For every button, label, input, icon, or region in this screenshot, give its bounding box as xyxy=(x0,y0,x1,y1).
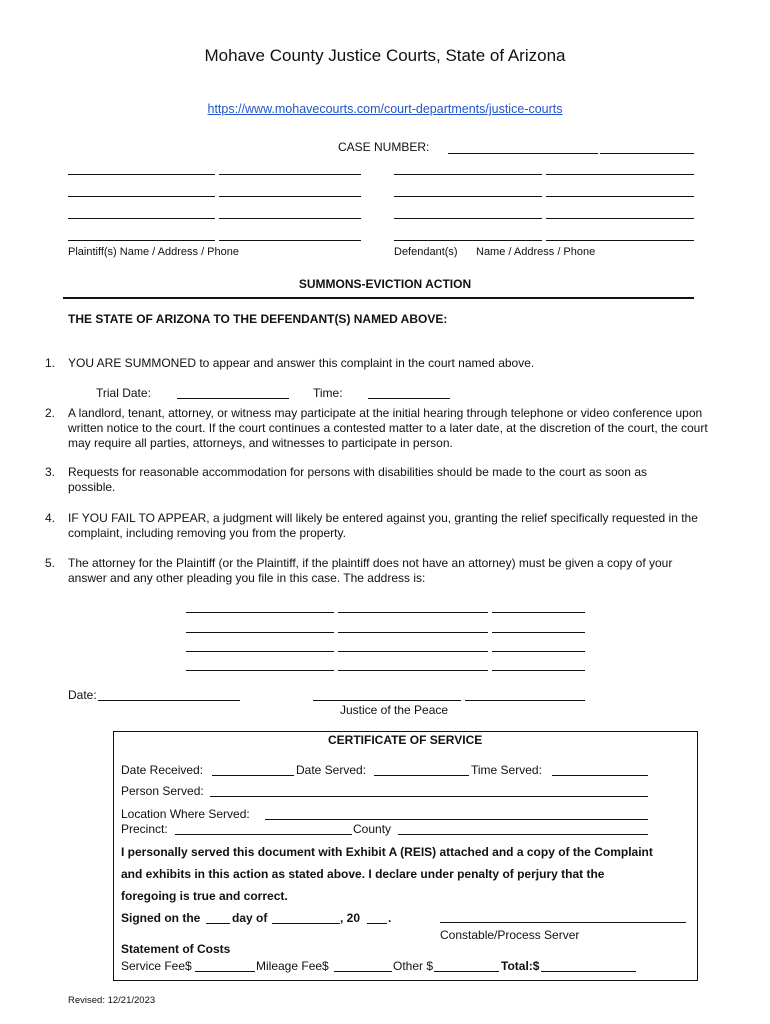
address-line[interactable] xyxy=(492,632,585,633)
statement-of-costs-heading: Statement of Costs xyxy=(121,942,231,956)
address-line[interactable] xyxy=(492,612,585,613)
trial-date-label: Trial Date: xyxy=(96,386,151,400)
address-line[interactable] xyxy=(338,670,488,671)
date-served-label: Date Served: xyxy=(296,763,367,777)
item-number: 5. xyxy=(45,556,56,570)
defendant-line[interactable] xyxy=(394,218,542,219)
address-line[interactable] xyxy=(492,670,585,671)
date-field[interactable] xyxy=(98,700,240,701)
signed-month-field[interactable] xyxy=(272,923,340,924)
perjury-statement: I personally served this document with Exhibit A (REIS) attached and a copy of the Complaint xyxy=(121,845,653,859)
justice-signature-line[interactable] xyxy=(313,700,461,701)
precinct-field[interactable] xyxy=(175,834,352,835)
case-number-field-2[interactable] xyxy=(600,153,694,154)
trial-date-field[interactable] xyxy=(177,398,289,399)
revised-date: Revised: 12/21/2023 xyxy=(68,995,156,1006)
signed-day-field[interactable] xyxy=(206,923,230,924)
defendant-line[interactable] xyxy=(546,196,694,197)
defendant-line[interactable] xyxy=(394,196,542,197)
total-field[interactable] xyxy=(541,971,636,972)
time-field[interactable] xyxy=(368,398,450,399)
item-text: The attorney for the Plaintiff (or the Plaintiff, if the plaintiff does not have an attorney) must be given a copy of your answer and any other pleading you file in this case. The address is: xyxy=(68,556,673,585)
defendant-line[interactable] xyxy=(394,174,542,175)
location-served-field[interactable] xyxy=(265,819,648,820)
item-number: 1. xyxy=(45,356,56,370)
precinct-label: Precinct: xyxy=(121,822,168,836)
constable-signature-line[interactable] xyxy=(440,922,686,923)
page-title: Mohave County Justice Courts, State of Arizona xyxy=(204,46,566,65)
justice-signature-line[interactable] xyxy=(465,700,585,701)
signed-on-label: Signed on the xyxy=(121,911,201,925)
court-website-link[interactable]: https://www.mohavecourts.com/court-departments/justice-courts xyxy=(207,102,563,116)
address-line[interactable] xyxy=(186,612,334,613)
address-line[interactable] xyxy=(492,651,585,652)
plaintiff-line[interactable] xyxy=(219,240,361,241)
county-field[interactable] xyxy=(398,834,648,835)
plaintiff-line[interactable] xyxy=(68,174,215,175)
perjury-statement: and exhibits in this action as stated above. I declare under penalty of perjury that the xyxy=(121,867,605,881)
certificate-heading: CERTIFICATE OF SERVICE xyxy=(328,733,483,747)
defendant-label: Defendant(s) xyxy=(394,246,458,258)
defendant-sub-label: Name / Address / Phone xyxy=(476,246,596,258)
time-served-field[interactable] xyxy=(552,775,648,776)
mileage-fee-label: Mileage Fee$ xyxy=(256,959,329,973)
other-fee-field[interactable] xyxy=(434,971,499,972)
defendant-line[interactable] xyxy=(394,240,542,241)
state-to-defendants: THE STATE OF ARIZONA TO THE DEFENDANT(S) NAMED ABOVE: xyxy=(68,312,448,326)
justice-label: Justice of the Peace xyxy=(340,703,449,717)
perjury-statement: foregoing is true and correct. xyxy=(121,889,288,903)
plaintiff-line[interactable] xyxy=(219,174,361,175)
defendant-line[interactable] xyxy=(546,174,694,175)
time-served-label: Time Served: xyxy=(471,763,542,777)
case-number-label: CASE NUMBER: xyxy=(338,140,430,154)
plaintiff-line[interactable] xyxy=(68,196,215,197)
mileage-fee-field[interactable] xyxy=(334,971,392,972)
item-text: Requests for reasonable accommodation for persons with disabilities should be made to the court as soon as possible. xyxy=(68,465,647,494)
date-received-field[interactable] xyxy=(212,775,294,776)
person-served-label: Person Served: xyxy=(121,784,204,798)
date-received-label: Date Received: xyxy=(121,763,204,777)
item-text: A landlord, tenant, attorney, or witness may participate at the initial hearing through telephone or video conference upon written notice to the court. If the court continues a contested matter to a later date, at the discretion of the court, the court may require all parties, attorneys, and witnesses to participate in person. xyxy=(68,406,708,450)
total-label: Total:$ xyxy=(501,959,540,973)
constable-label: Constable/Process Server xyxy=(440,928,580,942)
item-number: 4. xyxy=(45,511,56,525)
date-served-field[interactable] xyxy=(374,775,469,776)
service-fee-label: Service Fee$ xyxy=(121,959,192,973)
summons-heading: SUMMONS-EVICTION ACTION xyxy=(298,277,472,291)
location-served-label: Location Where Served: xyxy=(121,807,250,821)
address-line[interactable] xyxy=(338,612,488,613)
plaintiff-line[interactable] xyxy=(219,218,361,219)
county-label: County xyxy=(353,822,392,836)
address-line[interactable] xyxy=(338,651,488,652)
address-line[interactable] xyxy=(186,651,334,652)
item-text: IF YOU FAIL TO APPEAR, a judgment will likely be entered against you, granting the relief specifically requested in the complaint, including removing you from the property. xyxy=(68,511,698,540)
plaintiff-line[interactable] xyxy=(219,196,361,197)
address-line[interactable] xyxy=(186,632,334,633)
defendant-line[interactable] xyxy=(546,240,694,241)
plaintiff-line[interactable] xyxy=(68,218,215,219)
service-fee-field[interactable] xyxy=(195,971,255,972)
case-number-field-1[interactable] xyxy=(448,153,598,154)
address-line[interactable] xyxy=(186,670,334,671)
time-label: Time: xyxy=(313,386,343,400)
year-prefix-label: , 20 xyxy=(340,911,361,925)
defendant-line[interactable] xyxy=(546,218,694,219)
item-number: 3. xyxy=(45,465,56,479)
plaintiff-label: Plaintiff(s) Name / Address / Phone xyxy=(68,246,239,258)
plaintiff-line[interactable] xyxy=(68,240,215,241)
day-of-label: day of xyxy=(232,911,268,925)
heading-divider xyxy=(63,297,694,299)
other-fee-label: Other $ xyxy=(393,959,434,973)
item-text: YOU ARE SUMMONED to appear and answer this complaint in the court named above. xyxy=(68,356,535,370)
period: . xyxy=(388,911,392,925)
address-line[interactable] xyxy=(338,632,488,633)
signed-year-field[interactable] xyxy=(367,923,387,924)
person-served-field[interactable] xyxy=(210,796,648,797)
date-label: Date: xyxy=(68,688,97,702)
item-number: 2. xyxy=(45,406,56,420)
